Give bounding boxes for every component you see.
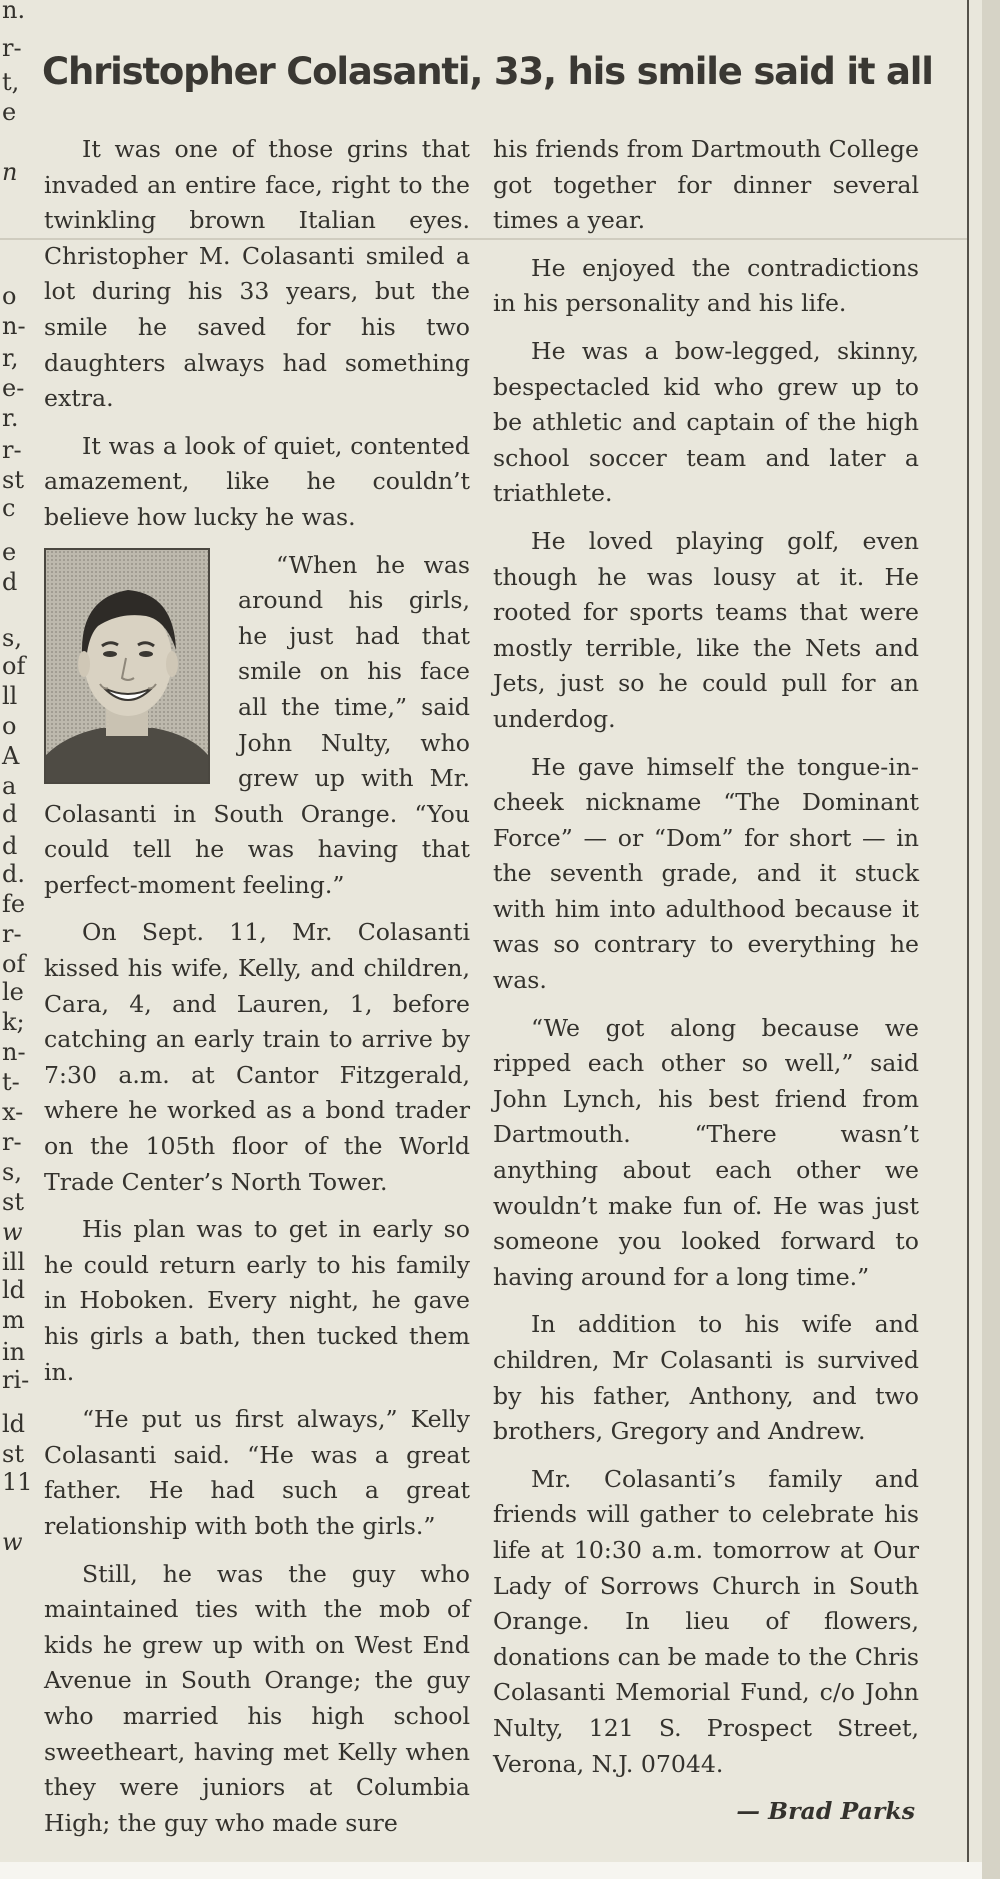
paragraph: Mr. Colasanti’s family and friends will gather to celebrate his life at 10:30 a.m. tomorrow at Our Lady of Sorrows Church in South Orange. In lieu of flowers, donations can be made to the Chris Colasanti Memorial Fund, c/o John Nulty, 121 S. Prospect Street, Verona, N.J. 07044. xyxy=(493,1464,919,1778)
neighbor-fragment: st xyxy=(2,1188,24,1216)
neighbor-fragment: of xyxy=(2,652,26,680)
neighbor-fragment: fe xyxy=(2,890,26,918)
column-rule xyxy=(967,0,969,1879)
paragraph: his friends from Dartmouth College got together for dinner several times a year. xyxy=(493,135,919,235)
neighbor-fragment: w xyxy=(2,1528,23,1556)
portrait-image xyxy=(46,550,208,782)
neighbor-fragment: e- xyxy=(2,374,25,402)
neighbor-fragment: w xyxy=(2,1218,23,1246)
neighbor-fragment: A xyxy=(2,742,20,770)
paragraph: “We got along because we ripped each other so well,” said John Lynch, his best friend from Dartmouth. “There wasn’t anything about each other we wouldn’t make fun of. He was just someone you looked forward to having around for a long time.” xyxy=(493,1013,919,1291)
neighbor-fragment: st xyxy=(2,466,24,494)
paragraph: It was one of those grins that invaded an entire face, right to the twinkling brown Italian eyes. Christopher M. Colasanti smiled a lot during his 33 years, but the smile he saved for his two daughters always had something extra. xyxy=(44,135,470,413)
headline: Christopher Colasanti, 33, his smile said it all xyxy=(42,50,933,93)
neighbor-fragment: r- xyxy=(2,1128,22,1156)
portrait-photo xyxy=(44,548,210,784)
neighbor-fragment: d xyxy=(2,568,18,596)
paragraph: In addition to his wife and children, Mr Colasanti is survived by his father, Anthony, and two brothers, Gregory and Andrew. xyxy=(493,1310,919,1446)
neighbor-fragment: m xyxy=(2,1306,25,1334)
paragraph: His plan was to get in early so he could return early to his family in Hoboken. Every night, he gave his girls a bath, then tucked them in. xyxy=(44,1215,470,1386)
neighbor-fragment: d. xyxy=(2,860,25,888)
scan-margin xyxy=(982,0,1000,1879)
neighbor-fragment: ill xyxy=(2,1248,26,1276)
neighbor-fragment: r- xyxy=(2,920,22,948)
neighbor-fragment: s, xyxy=(2,624,22,652)
paper-edge xyxy=(0,1862,982,1879)
article-column-right xyxy=(493,132,919,1830)
neighbor-fragment: r, xyxy=(2,344,19,372)
neighbor-fragment: ld xyxy=(2,1276,26,1304)
paragraph: Still, he was the guy who maintained ties with the mob of kids he grew up with on West End Avenue in South Orange; the guy who married his high school sweetheart, having met Kelly when they were juniors at Columbia High; the guy who made sure xyxy=(44,1559,470,1837)
neighbor-fragment: o xyxy=(2,712,17,740)
neighbor-fragment: n xyxy=(2,158,18,186)
article-column-left xyxy=(44,132,470,1853)
paragraph: “When he was around his girls, he just had that smile on his face all the time,” said John Nulty, who grew up with Mr. Colasanti in South Orange. “You could tell he was having that perfect-moment feeling.” xyxy=(44,550,470,899)
neighbor-fragment: ll xyxy=(2,682,18,710)
neighbor-fragment: 11 xyxy=(2,1468,33,1496)
neighbor-fragment: r- xyxy=(2,436,22,464)
neighbor-fragment: st xyxy=(2,1440,24,1468)
paragraph: He was a bow-legged, skinny, bespectacled kid who grew up to be athletic and captain of the high school soccer team and later a triathlete. xyxy=(493,336,919,508)
neighbor-fragment: s, xyxy=(2,1158,22,1186)
neighbor-fragment: a xyxy=(2,772,17,800)
neighbor-fragment: c xyxy=(2,494,16,522)
neighbor-fragment: t, xyxy=(2,68,20,96)
neighbor-fragment: ld xyxy=(2,1410,26,1438)
paragraph: He enjoyed the contradictions in his personality and his life. xyxy=(493,253,919,318)
neighbor-fragment: n. xyxy=(2,0,26,24)
neighbor-fragment: t- xyxy=(2,1068,20,1096)
neighbor-fragment: n- xyxy=(2,312,26,340)
paragraph: He gave himself the tongue-in-cheek nickname “The Dominant Force” — or “Dom” for short — in the seventh grade, and it stuck with him into adulthood because it was so contrary to everything he was. xyxy=(493,752,919,995)
byline: — Brad Parks xyxy=(736,1797,915,1826)
paragraph: He loved playing golf, even though he was lousy at it. He rooted for sports teams that were mostly terrible, like the Nets and Jets, just so he could pull for an underdog. xyxy=(493,526,919,733)
neighbor-fragment: k; xyxy=(2,1008,25,1036)
neighbor-fragment: e xyxy=(2,98,17,126)
neighbor-fragment: ri- xyxy=(2,1366,30,1394)
neighbor-fragment: r. xyxy=(2,404,19,432)
neighbor-fragment: e xyxy=(2,538,17,566)
neighbor-fragment: d xyxy=(2,832,18,860)
paragraph: “He put us first always,” Kelly Colasanti said. “He was a great father. He had such a great relationship with both the girls.” xyxy=(44,1405,470,1540)
neighbor-fragment: o xyxy=(2,282,17,310)
paragraph: It was a look of quiet, contented amazement, like he couldn’t believe how lucky he was. xyxy=(44,431,470,531)
neighbor-fragment: d xyxy=(2,800,18,828)
neighbor-fragment: n- xyxy=(2,1038,26,1066)
neighbor-fragment: of xyxy=(2,950,26,978)
neighbor-fragment: le xyxy=(2,978,24,1006)
neighbor-fragment: in xyxy=(2,1338,26,1366)
neighbor-fragment: r- xyxy=(2,34,22,62)
paragraph: On Sept. 11, Mr. Colasanti kissed his wife, Kelly, and children, Cara, 4, and Lauren, 1, before catching an early train to arrive by 7:30 a.m. at Cantor Fitzgerald, where he worked as a bond trader on the 105th floor of the World Trade Center’s North Tower. xyxy=(44,918,470,1196)
neighbor-fragment: x- xyxy=(2,1098,24,1126)
